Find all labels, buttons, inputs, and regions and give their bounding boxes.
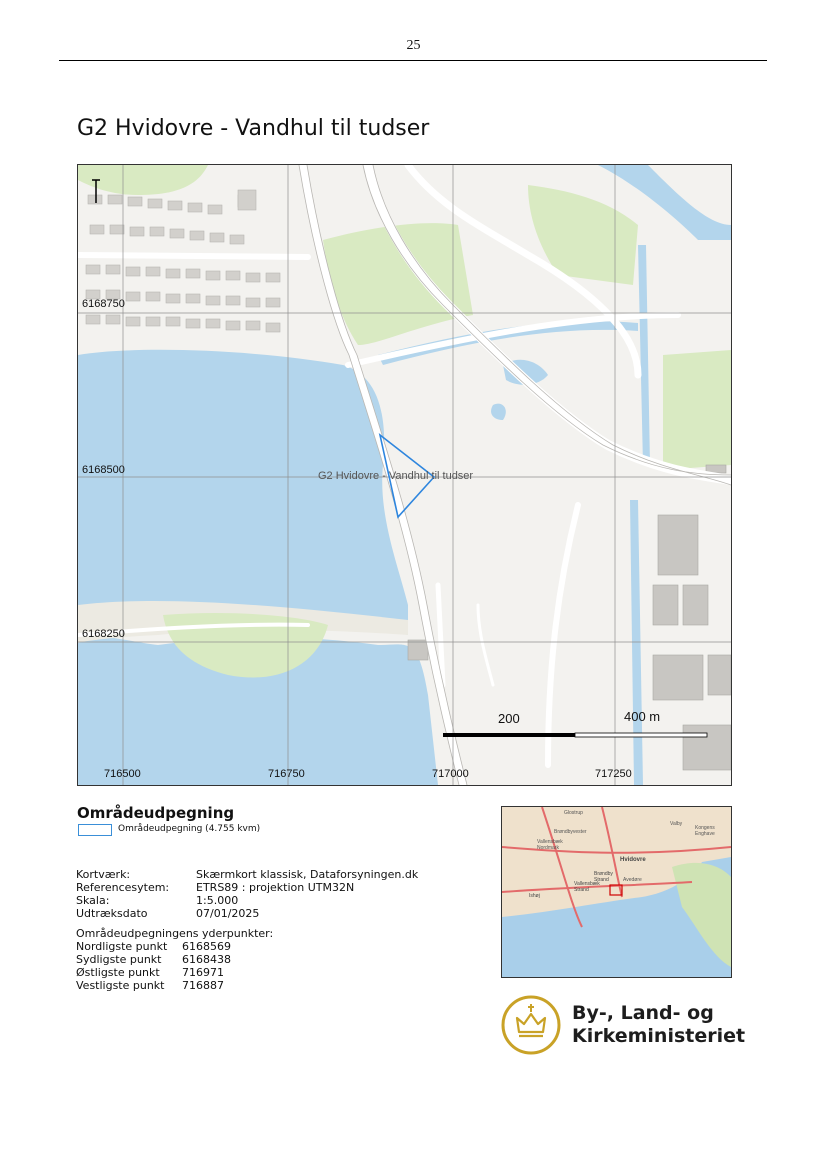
overview-map[interactable] <box>501 806 732 978</box>
easting-label: 717250 <box>595 768 632 780</box>
metadata-key: Referencesytem: <box>76 881 170 894</box>
extent-value: 716971 <box>182 966 224 979</box>
easting-label: 717000 <box>432 768 469 780</box>
crown-logo-icon <box>500 994 562 1056</box>
scalebar-black <box>443 733 575 737</box>
pond-2 <box>491 404 506 420</box>
metadata-value: Skærmkort klassisk, Dataforsyningen.dk <box>196 868 419 881</box>
park-east <box>663 350 731 470</box>
residential-blocks <box>86 190 280 332</box>
metadata-key: Udtræksdato <box>76 907 148 920</box>
extent-value: 716887 <box>182 979 224 992</box>
map-frame[interactable] <box>77 164 732 786</box>
overview-label: Avedøre <box>623 877 642 883</box>
logo-line-2: Kirkeministeriet <box>572 1025 746 1047</box>
overview-label: Brøndby Strand <box>594 871 613 883</box>
logo-line-1: By-, Land- og <box>572 1002 714 1024</box>
overview-label: Vallensbæk Nordmark <box>537 839 563 851</box>
overview-label: Vallensbæk Strand <box>574 881 600 893</box>
canal-south <box>630 500 643 785</box>
overview-label: Glostrup <box>564 810 583 816</box>
metadata-value: ETRS89 : projektion UTM32N <box>196 881 355 894</box>
metadata-key: Skala: <box>76 894 110 907</box>
extent-key: Vestligste punkt <box>76 979 165 992</box>
park-ne <box>528 185 638 285</box>
extent-key: Sydligste punkt <box>76 953 162 966</box>
canal-east <box>638 245 650 465</box>
easting-label: 716500 <box>104 768 141 780</box>
metadata-key: Kortværk: <box>76 868 131 881</box>
industrial-buildings <box>408 465 731 770</box>
extent-key: Østligste punkt <box>76 966 160 979</box>
lake <box>78 350 408 635</box>
area-label: G2 Hvidovre - Vandhul til tudser <box>318 470 474 482</box>
northing-label: 6168250 <box>82 628 125 640</box>
page-title: G2 Hvidovre - Vandhul til tudser <box>77 116 430 141</box>
legend-swatch-icon <box>78 824 112 836</box>
overview-label: Valby <box>670 821 683 827</box>
easting-label: 716750 <box>268 768 305 780</box>
northing-label: 6168500 <box>82 464 125 476</box>
scalebar-white <box>575 733 707 737</box>
extent-value: 6168438 <box>182 953 231 966</box>
extent-heading: Områdeudpegningens yderpunkter: <box>76 927 274 940</box>
overview-label: Kongens Enghave <box>695 825 715 837</box>
header-rule <box>59 60 767 61</box>
overview-label: Ishøj <box>529 893 540 899</box>
northing-label: 6168750 <box>82 298 125 310</box>
page-number: 25 <box>406 38 421 53</box>
overview-label: Brøndbyvester <box>554 829 587 835</box>
scalebar-mid-label: 200 <box>498 711 520 726</box>
legend-item-label: Områdeudpegning (4.755 kvm) <box>118 824 261 834</box>
extent-value: 6168569 <box>182 940 231 953</box>
overview-label: Hvidovre <box>620 857 646 863</box>
metadata-value: 1:5.000 <box>196 894 239 907</box>
scalebar-end-label: 400 m <box>624 709 661 724</box>
metadata-value: 07/01/2025 <box>196 907 260 920</box>
extent-key: Nordligste punkt <box>76 940 168 953</box>
legend-heading: Områdeudpegning <box>77 804 235 822</box>
